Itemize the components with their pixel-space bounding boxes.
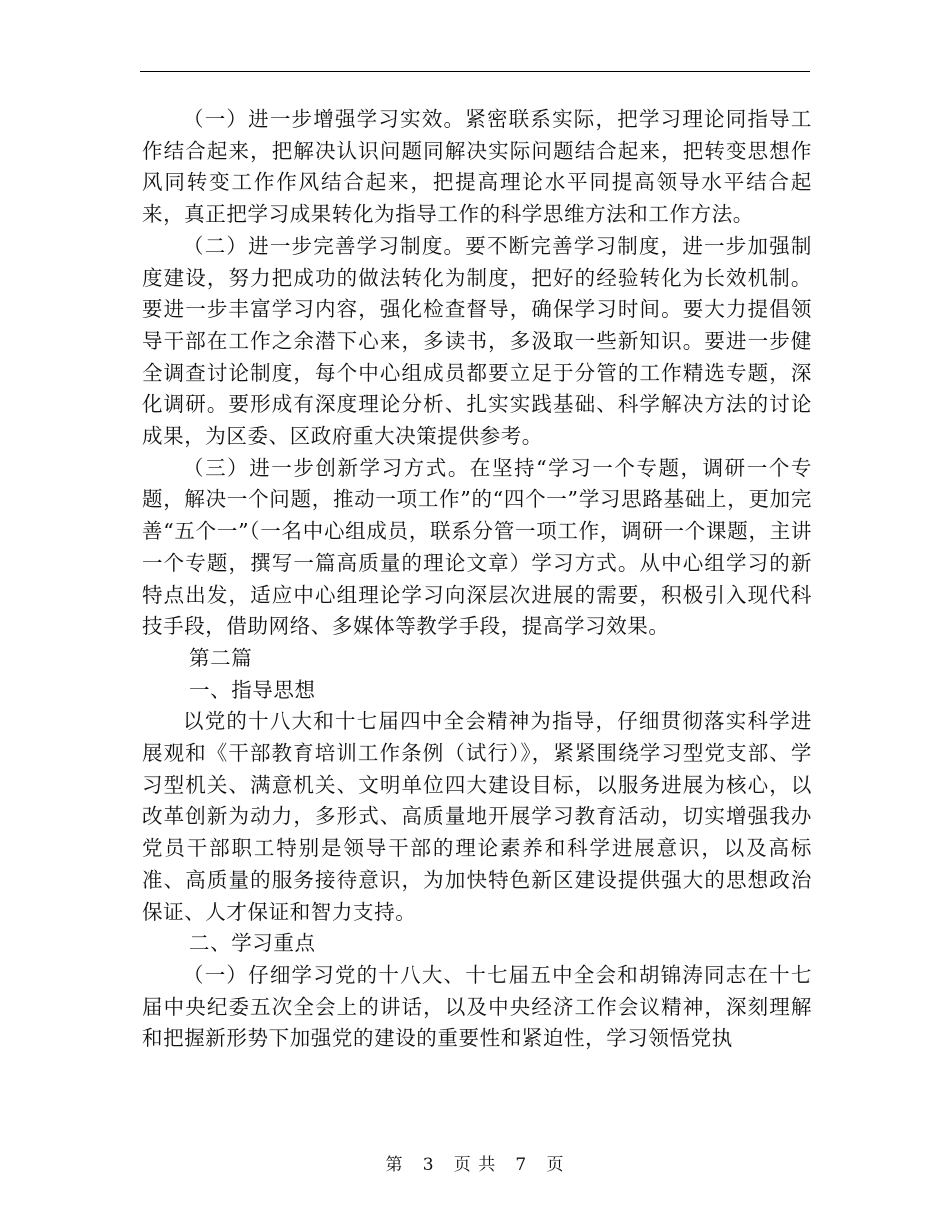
section-heading: 第二篇 [189, 645, 253, 670]
document-body [142, 104, 812, 1055]
page-current: 3 [422, 1155, 435, 1175]
page-total: 7 [515, 1155, 528, 1175]
paragraph: （一）仔细学习党的十八大、十七届五中全会和胡锦涛同志在十七届中央纪委五次全会上的讲话，以及中央经济工作会议精神，深刻理解和把握新形势下加强党的建设的重要性和紧迫性，学习领悟党执 [142, 962, 812, 1051]
section-heading: 一、指导思想 [189, 677, 316, 702]
header-rule [140, 71, 810, 72]
paragraph: 以党的十八大和十七届四中全会精神为指导，仔细贯彻落实科学进展观和《干部教育培训工作条例（试行）》，紧紧围绕学习型党支部、学习型机关、满意机关、文明单位四大建设目标，以服务进展为核心，以改革创新为动力，多形式、高质量地开展学习教育活动，切实增强我办党员干部职工特别是领导干部的理论素养和科学进展意识，以及高标准、高质量的服务接待意识，为加快特色新区建设提供强大的思想政治保证、人才保证和智力支持。 [142, 709, 812, 924]
paragraph: （一）进一步增强学习实效。紧密联系实际，把学习理论同指导工作结合起来，把解决认识问题同解决实际问题结合起来，把转变思想作风同转变工作作风结合起来，把提高理论水平同提高领导水平结合起来，真正把学习成果转化为指导工作的科学思维方法和工作方法。 [142, 107, 812, 227]
section-heading: 二、学习重点 [189, 931, 316, 956]
paragraph: （三）进一步创新学习方式。在坚持“学习一个专题，调研一个专题，解决一个问题，推动一项工作”的“四个一”学习思路基础上，更加完善“五个一”（一名中心组成员，联系分管一项工作，调研一个课题，主讲一个专题，撰写一篇高质量的理论文章）学习方式。从中心组学习的新特点出发，适应中心组理论学习向深层次进展的需要，积极引入现代科技手段，借助网络、多媒体等教学手段，提高学习效果。 [142, 455, 812, 639]
page-label-prefix: 第 [385, 1155, 404, 1175]
paragraph: （二）进一步完善学习制度。要不断完善学习制度，进一步加强制度建设，努力把成功的做法转化为制度，把好的经验转化为长效机制。要进一步丰富学习内容，强化检查督导，确保学习时间。要大力提倡领导干部在工作之余潜下心来，多读书，多汲取一些新知识。要进一步健全调查讨论制度，每个中心组成员都要立足于分管的工作精选专题，深化调研。要形成有深度理论分析、扎实实践基础、科学解决方法的讨论成果，为区委、区政府重大决策提供参考。 [142, 233, 812, 449]
page-label-suffix: 页 [546, 1155, 565, 1175]
page-label-middle: 页 共 [453, 1155, 497, 1175]
page-footer [0, 1153, 950, 1177]
